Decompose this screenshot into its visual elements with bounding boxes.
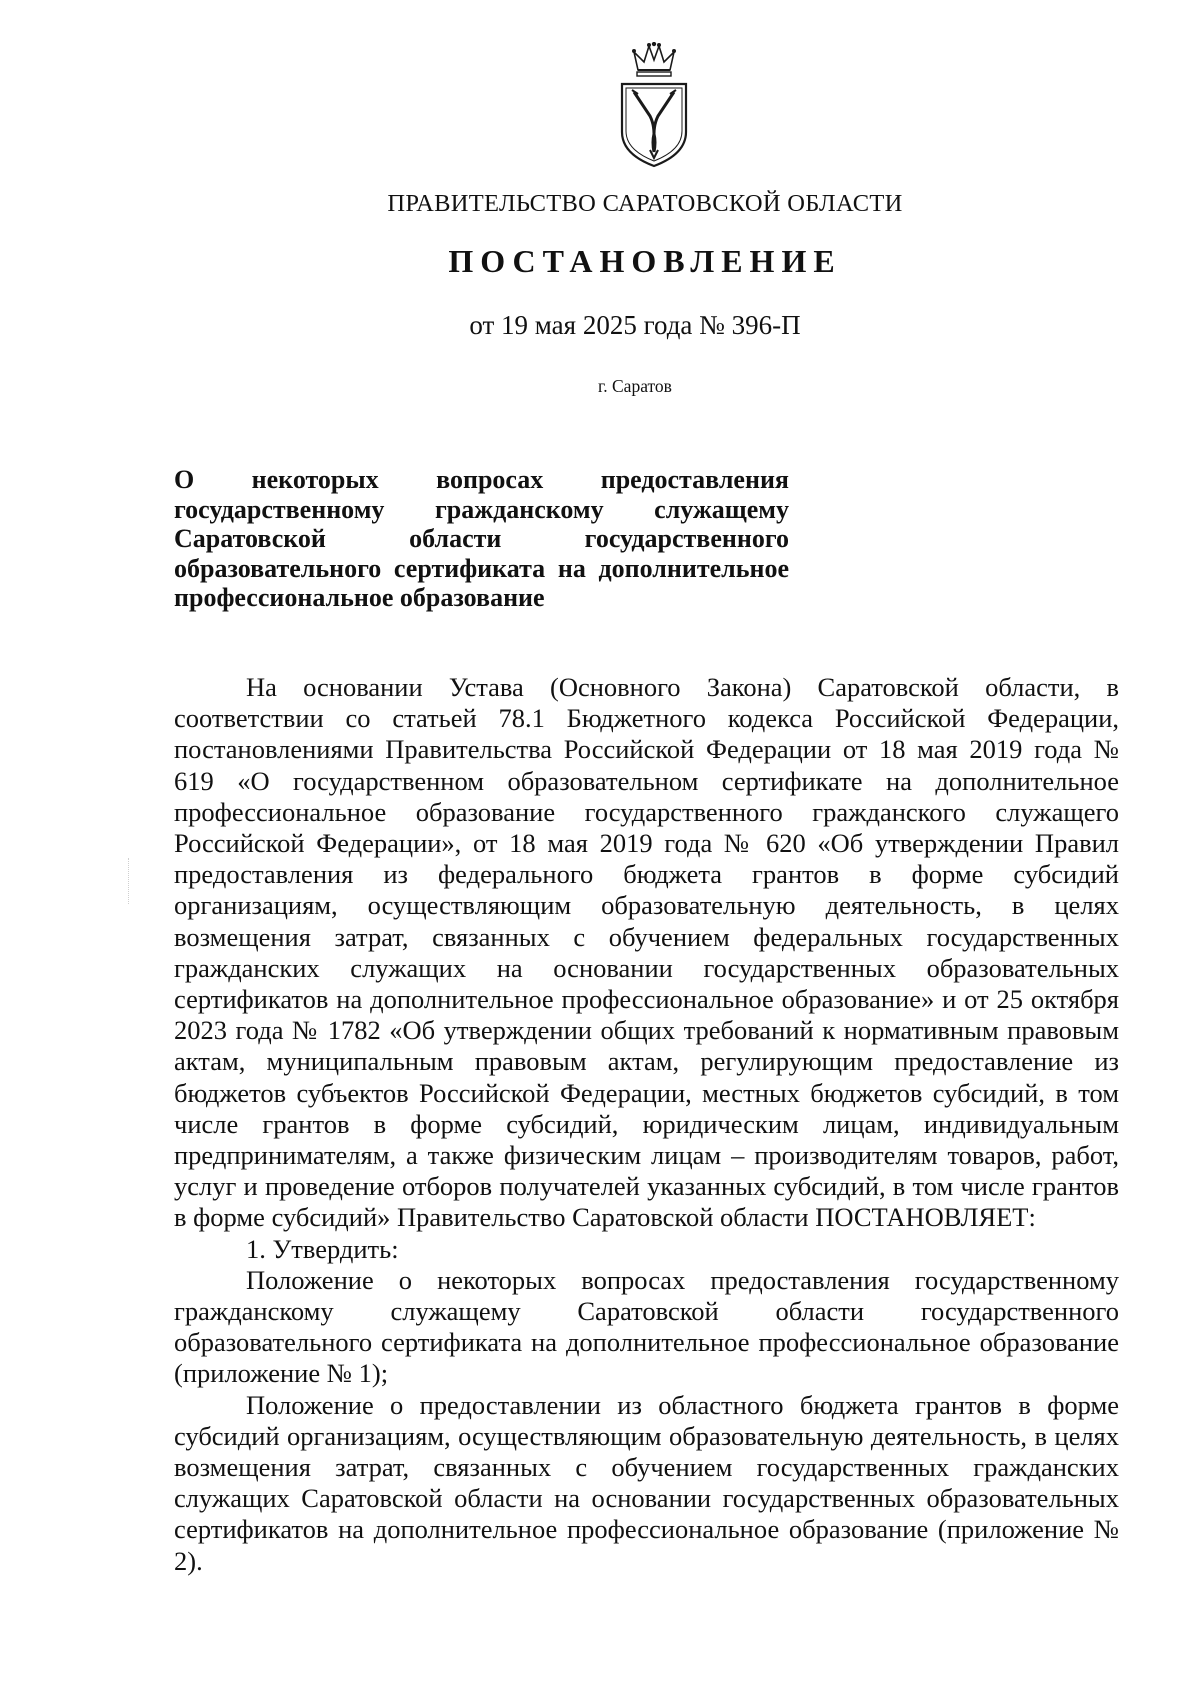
- title-line: Саратовской области государственного: [174, 524, 789, 553]
- annex-1-paragraph: Положение о некоторых вопросах предоставления государственному гражданскому служащему Саратовской области государственного образовательного сертификата на дополнительное профессиональное образование (приложение № 1);: [174, 1264, 1119, 1389]
- coat-of-arms-icon: [614, 42, 694, 168]
- title-line: государственному гражданскому служащему: [174, 494, 789, 524]
- title-line: образовательного сертификата на дополнительное: [174, 553, 789, 583]
- scan-artifact: [128, 858, 130, 904]
- document-city: г. Саратов: [598, 376, 672, 396]
- title-line: О некоторых вопросах предоставления: [174, 465, 789, 494]
- document-date-number: от 19 мая 2025 года № 396-П: [469, 310, 801, 340]
- annex-2-paragraph: Положение о предоставлении из областного бюджета грантов в форме субсидий организациям, осуществляющим образовательную деятельность, в целях возмещения затрат, связанных с обучением государственных гражданских служащих Саратовской области на основании государственных образовательных сертификатов на дополнительное профессиональное образование (приложение № 2).: [174, 1389, 1119, 1576]
- preamble-paragraph: На основании Устава (Основного Закона) Саратовской области, в соответствии со статьей 78.1 Бюджетного кодекса Российской Федерации, постановлениями Правительства Российской Федерации от 18 мая 2019 года № 619 «О государственном образовательном сертификате на дополнительное профессиональное образование государственного гражданского служащего Российской Федерации», от 18 мая 2019 года № 620 «Об утверждении Правил предоставления из федерального бюджета грантов в форме субсидий организациям, осуществляющим образовательную деятельность, в целях возмещения затрат, связанных с обучением федеральных государственных гражданских служащих на основании государственных образовательных сертификатов на дополнительное профессиональное образование» и от 25 октября 2023 года № 1782 «Об утверждении общих требований к нормативным правовым актам, муниципальным правовым актам, регулирующим предоставление из бюджетов субъектов Российской Федерации, местных бюджетов субсидий, в том числе грантов в форме субсидий, юридическим лицам, индивидуальным предпринимателям, а также физическим лицам – производителям товаров, работ, услуг и проведение отборов получателей указанных субсидий, в том числе грантов в форме субсидий» Правительство Саратовской области ПОСТАНОВЛЯЕТ:: [174, 672, 1119, 1233]
- title-line: профессиональное образование: [174, 583, 545, 612]
- government-name: ПРАВИТЕЛЬСТВО САРАТОВСКОЙ ОБЛАСТИ: [387, 190, 903, 217]
- document-type: ПОСТАНОВЛЕНИЕ: [448, 243, 842, 279]
- document-body: [174, 672, 1119, 1577]
- document-title: [174, 465, 789, 613]
- item-1-paragraph: 1. Утвердить:: [246, 1233, 399, 1264]
